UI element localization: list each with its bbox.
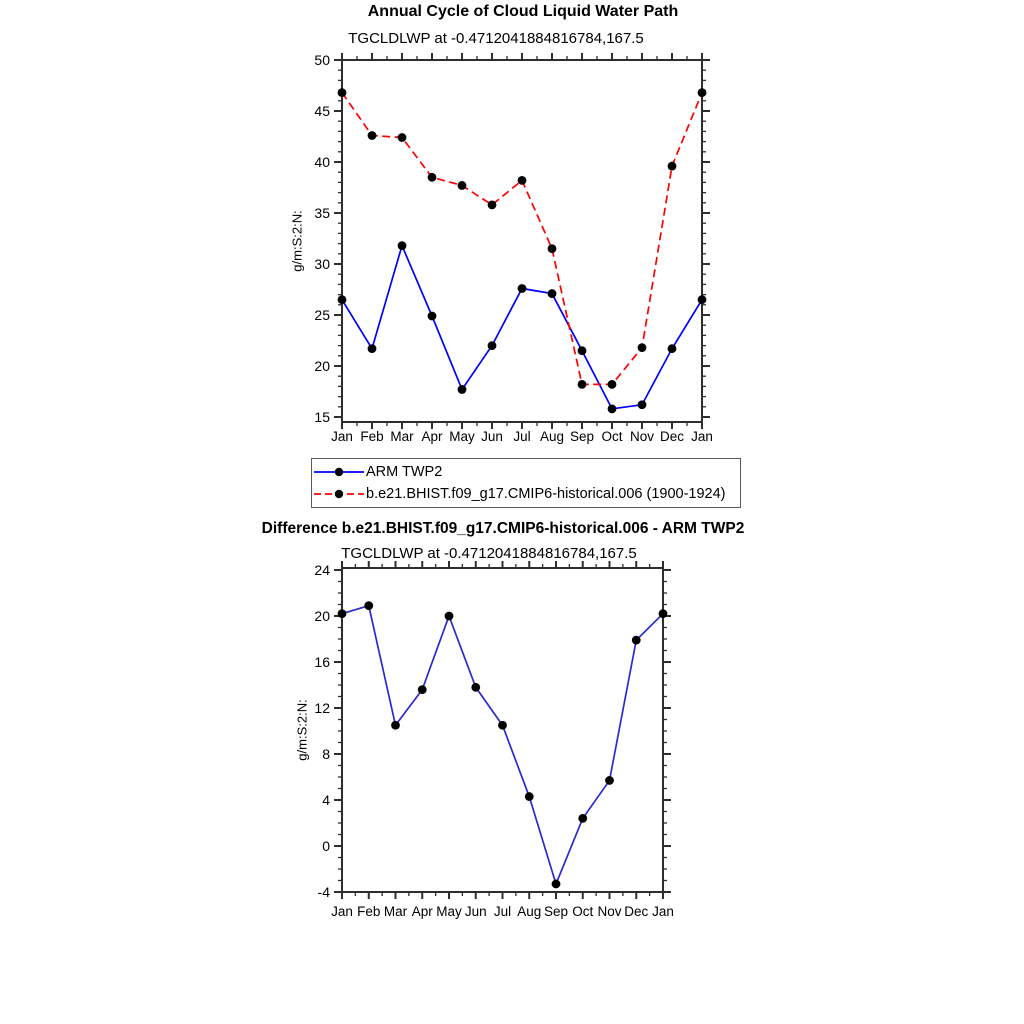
chart2-series1-markers (338, 601, 668, 888)
chart1-subtitle: TGCLDLWP at -0.4712041884816784,167.5 (348, 30, 644, 47)
svg-text:35: 35 (314, 205, 330, 221)
minor-ticks (338, 56, 706, 426)
svg-text:Jan: Jan (331, 429, 353, 444)
svg-text:Nov: Nov (629, 429, 655, 444)
chart1-y-axis-label: g/m:S:2:N: (289, 210, 305, 272)
legend-label-model-run: b.e21.BHIST.f09_g17.CMIP6-historical.006 (1900-1924) (366, 486, 726, 502)
chart1-title: Annual Cycle of Cloud Liquid Water Path (367, 3, 679, 20)
y-tick-labels (314, 562, 330, 900)
legend-sample-dashed-red-line (312, 485, 366, 503)
svg-text:Jan: Jan (691, 429, 713, 444)
minor-ticks (338, 564, 667, 896)
chart1-series2-line (342, 93, 702, 385)
x-tick-labels (331, 429, 713, 444)
svg-text:20: 20 (314, 608, 330, 624)
x-tick-labels (331, 904, 674, 919)
svg-text:12: 12 (314, 700, 330, 716)
legend-sample-solid-blue-line (312, 463, 366, 481)
svg-text:Dec: Dec (659, 429, 685, 444)
svg-text:Jan: Jan (652, 904, 674, 919)
major-ticks (334, 561, 671, 899)
chart2-title: Difference b.e21.BHIST.f09_g17.CMIP6-historical.006 - ARM TWP2 (261, 520, 745, 537)
plot-frame (342, 60, 702, 422)
svg-text:Nov: Nov (597, 904, 622, 919)
svg-text:20: 20 (314, 358, 330, 374)
svg-text:Sep: Sep (569, 429, 595, 444)
svg-text:Jun: Jun (464, 904, 487, 919)
chart1-series1-line (342, 246, 702, 409)
svg-text:Feb: Feb (357, 904, 381, 919)
svg-text:Oct: Oct (572, 904, 594, 919)
y-tick-labels (314, 52, 330, 425)
chart2-series1-line (342, 606, 663, 884)
svg-text:Apr: Apr (421, 429, 443, 444)
svg-text:Jul: Jul (493, 904, 512, 919)
svg-text:4: 4 (322, 792, 330, 808)
svg-text:Dec: Dec (624, 904, 649, 919)
svg-text:Jun: Jun (481, 429, 503, 444)
plot-frame (342, 568, 663, 892)
annual-cycle-plot (314, 52, 712, 444)
legend-item-model-run (312, 483, 740, 505)
svg-text:Jan: Jan (331, 904, 353, 919)
legend-label-arm-twp2: ARM TWP2 (366, 464, 443, 480)
legend-box (311, 458, 741, 508)
svg-text:16: 16 (314, 654, 330, 670)
svg-text:0: 0 (322, 838, 330, 854)
svg-text:-4: -4 (317, 884, 330, 900)
svg-text:30: 30 (314, 256, 330, 272)
svg-text:15: 15 (314, 409, 330, 425)
svg-text:Mar: Mar (383, 904, 408, 919)
chart2-subtitle: TGCLDLWP at -0.4712041884816784,167.5 (341, 545, 637, 562)
major-ticks (334, 53, 710, 429)
svg-text:May: May (436, 904, 462, 919)
chart2-y-axis-label: g/m:S:2:N: (294, 699, 310, 761)
svg-text:Apr: Apr (411, 904, 433, 919)
svg-text:Aug: Aug (539, 429, 565, 444)
svg-text:24: 24 (314, 562, 330, 578)
svg-text:40: 40 (314, 154, 330, 170)
svg-text:Feb: Feb (360, 429, 384, 444)
svg-text:Sep: Sep (543, 904, 569, 919)
svg-text:25: 25 (314, 307, 330, 323)
difference-plot (314, 561, 673, 919)
svg-text:45: 45 (314, 103, 330, 119)
legend-item-arm-twp2 (312, 461, 740, 483)
svg-text:May: May (449, 429, 475, 444)
svg-text:8: 8 (322, 746, 330, 762)
svg-text:50: 50 (314, 52, 330, 68)
svg-text:Mar: Mar (390, 429, 414, 444)
svg-text:Oct: Oct (601, 429, 623, 444)
svg-text:Jul: Jul (513, 429, 531, 444)
svg-text:Aug: Aug (517, 904, 542, 919)
chart1-series2-markers (338, 88, 707, 389)
